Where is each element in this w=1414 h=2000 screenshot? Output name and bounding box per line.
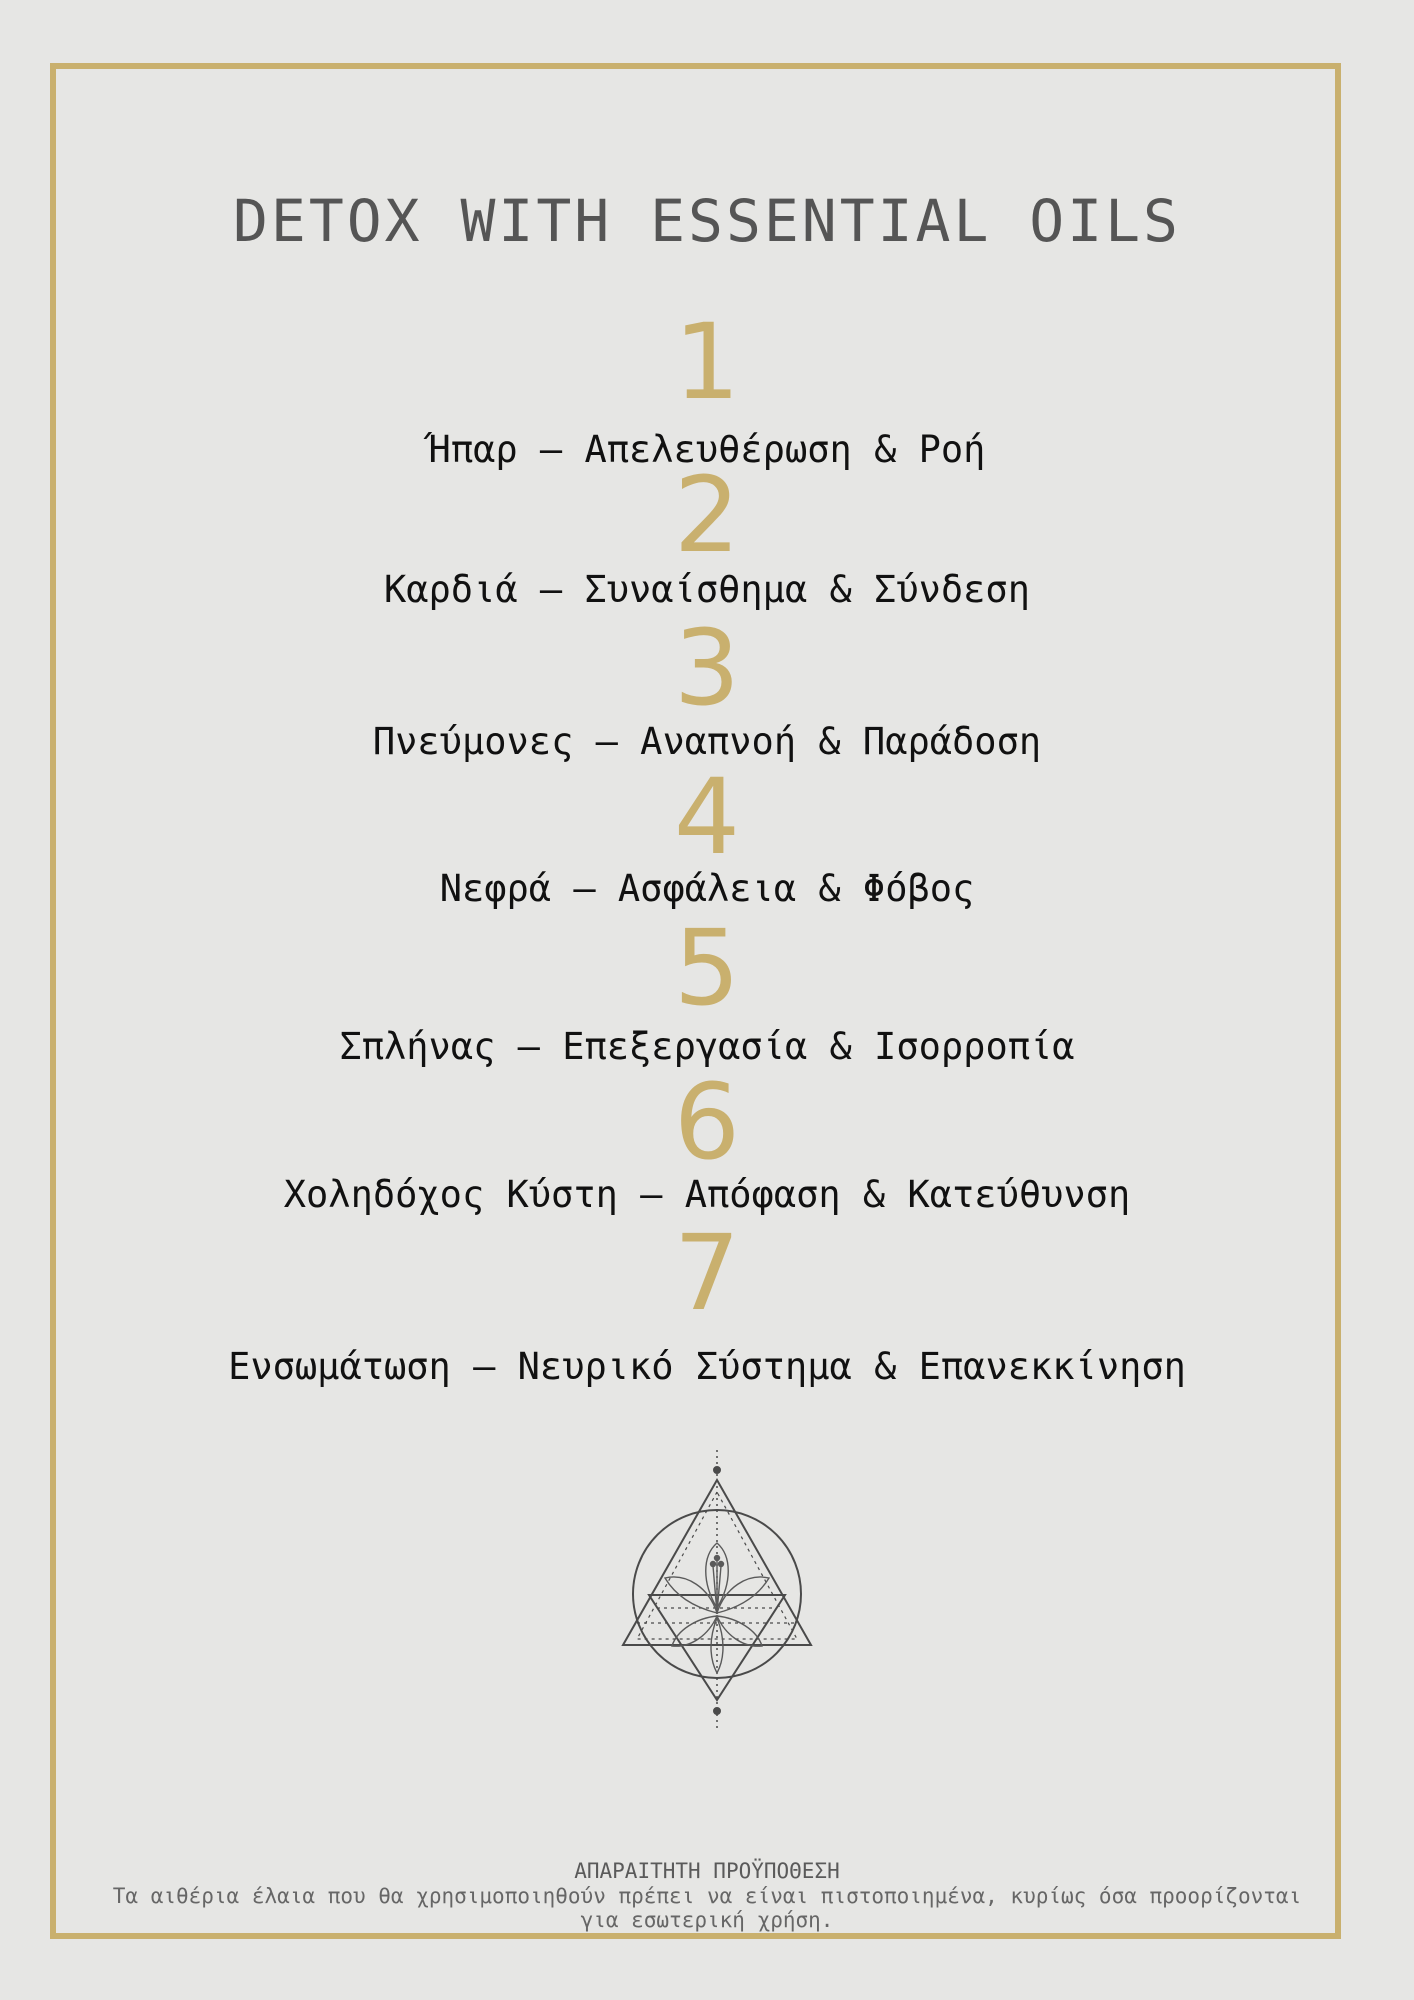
step-5-label: Σπλήνας – Επεξεργασία & Ισορροπία — [339, 1025, 1075, 1068]
step-3-label: Πνεύμονες – Αναπνοή & Παράδοση — [372, 720, 1042, 763]
step-1-number: 1 — [673, 301, 741, 423]
footer-text: Τα αιθέρια έλαια που θα χρησιμοποιηθούν πρέπει να είναι πιστοποιημένα, κυρίως όσα προορίζονται για εσωτερική χρήση. — [112, 1884, 1302, 1932]
step-1-label: Ήπαρ – Απελευθέρωση & Ροή — [428, 428, 986, 471]
step-4-number: 4 — [673, 756, 741, 878]
step-5-number: 5 — [673, 907, 741, 1029]
step-7-number: 7 — [673, 1212, 741, 1334]
step-6-number: 6 — [673, 1061, 741, 1183]
step-2-number: 2 — [673, 454, 741, 576]
footer-title: ΑΠΑΡΑΙΤΗΤΗ ΠΡΟΫΠΟΘΕΣΗ — [574, 1859, 840, 1883]
step-3-number: 3 — [673, 607, 741, 729]
step-7-label: Ενσωμάτωση – Νευρικό Σύστημα & Επανεκκίνηση — [228, 1345, 1186, 1388]
step-4-label: Νεφρά – Ασφάλεια & Φόβος — [439, 867, 975, 910]
sacred-geometry-flower-icon — [617, 1448, 817, 1733]
step-2-label: Καρδιά – Συναίσθημα & Σύνδεση — [383, 568, 1030, 611]
step-6-label: Χοληδόχος Κύστη – Απόφαση & Κατεύθυνση — [283, 1173, 1131, 1216]
page-title: DETOX WITH ESSENTIAL OILS — [233, 187, 1181, 255]
